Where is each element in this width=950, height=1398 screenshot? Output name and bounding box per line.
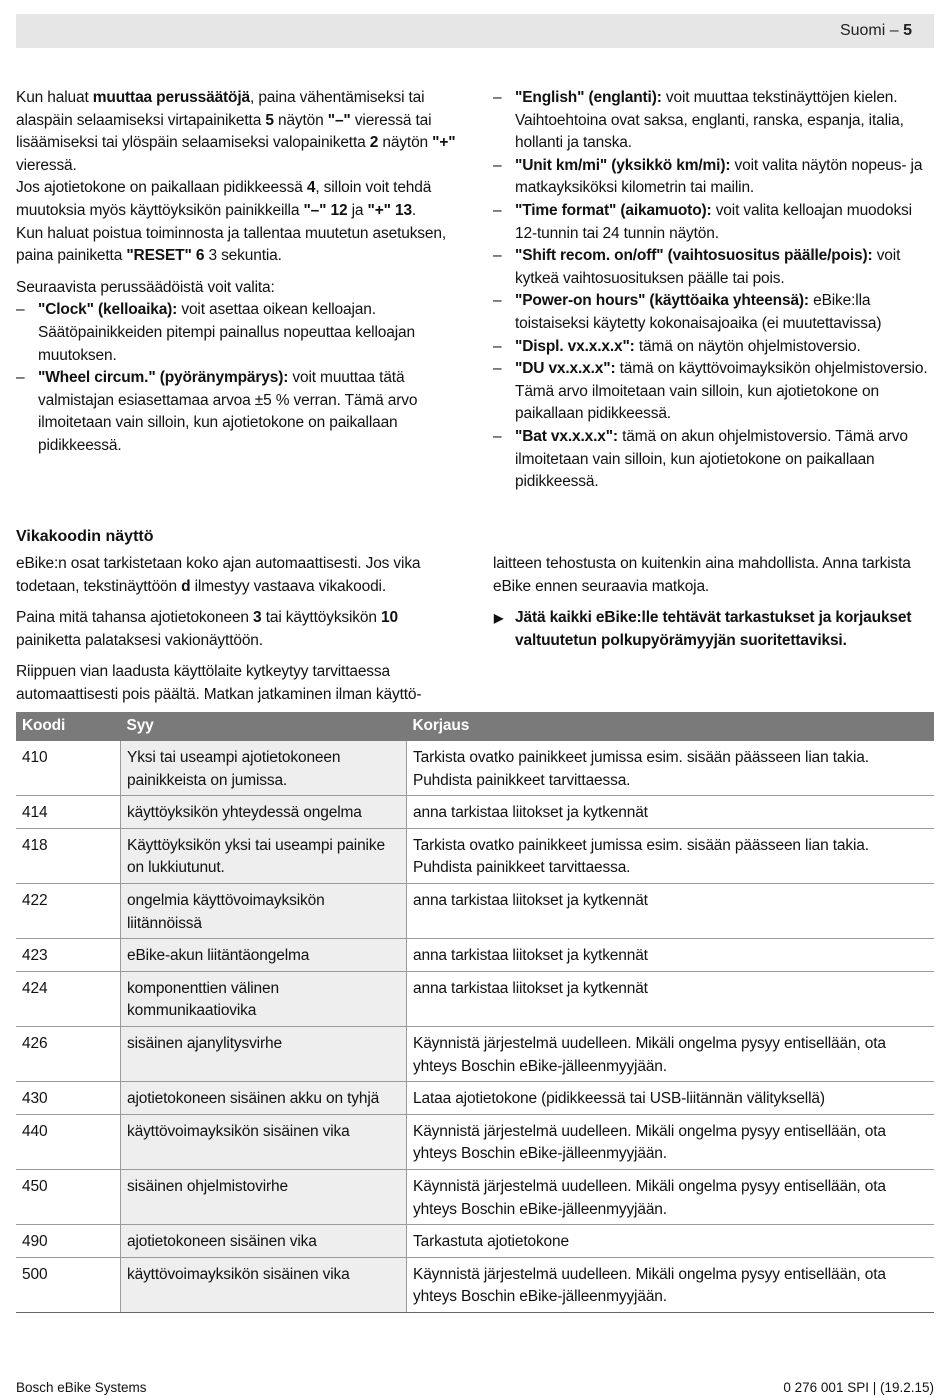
text-run: Kun haluat — [16, 89, 93, 106]
cell-cause: eBike-akun liitäntäongelma — [121, 939, 407, 972]
text-run: 3 sekuntia. — [204, 247, 282, 265]
bold-text: "–" — [327, 111, 351, 129]
list-item-text — [515, 428, 908, 490]
settings-list — [493, 87, 937, 494]
header-code: Koodi — [16, 712, 121, 741]
bold-text: "Wheel circum." (pyöränympärys): — [38, 369, 289, 387]
list-item — [493, 200, 937, 245]
paragraph: laitteen tehostusta on kuitenkin aina mahdollista. Anna tarkista eBike ennen seuraavia matkoja. — [493, 555, 911, 595]
instruction-text: Jätä kaikki eBike:lle tehtävät tarkastukset ja korjaukset valtuutetun polkupyörämyyjän suoritettaviksi. — [515, 609, 912, 649]
list-item-text — [515, 292, 881, 332]
table-row — [16, 971, 934, 1026]
cell-code: 418 — [16, 828, 121, 883]
dash-bullet: – — [493, 156, 502, 174]
footer-doc-number: 0 276 001 SPI | (19.2.15) — [783, 1380, 934, 1395]
text-run: tämä on akun ohjelmistoversio. Tämä arvo ilmoitetaan vain silloin, kun ajotietokone on paikallaan pidikkeessä. — [515, 427, 908, 491]
text-run: voit valita näytön nopeus- ja matkayksiköksi kilometrin tai mailin. — [515, 156, 923, 197]
bold-text: "Time format" (aikamuoto): — [515, 201, 712, 219]
text-run: voit muuttaa tätä valmistajan esiasettamaa arvoa ±5 % verran. Tämä arvo ilmoitetaan vain silloin, kun ajotietokone on paikallaan pidikkeessä. — [38, 369, 418, 454]
list-item — [493, 87, 937, 155]
dash-bullet: – — [493, 89, 502, 106]
text-run: tämä on käyttövoimayksikön ohjelmistoversio. Tämä arvo ilmoitetaan vain silloin, kun ajotietokone on paikallaan pidikkeessä. — [515, 360, 928, 423]
list-item-text — [38, 301, 415, 363]
bold-text: 3 — [253, 609, 262, 627]
bold-text: 2 — [369, 134, 379, 152]
page-label — [840, 22, 912, 40]
text-run: voit kytkeä vaihtosuosituksen päälle tai pois. — [515, 247, 901, 287]
cell-cause: ongelmia käyttövoimayksikön liitännöissä — [121, 883, 407, 938]
list-item-text — [38, 369, 417, 454]
table-row — [16, 1257, 934, 1312]
bold-text: "–" 12 — [303, 201, 348, 219]
list-item — [493, 245, 937, 290]
cell-cause: sisäinen ajanylitysvirhe — [121, 1026, 407, 1081]
bold-text: "RESET" 6 — [126, 247, 205, 265]
paragraph — [16, 607, 461, 652]
cell-code: 430 — [16, 1082, 121, 1115]
table-row — [16, 1225, 934, 1258]
instruction — [493, 607, 937, 652]
bold-text: "+" — [432, 134, 456, 152]
paragraph — [16, 177, 461, 222]
cell-cause: käyttövoimayksikön sisäinen vika — [121, 1257, 407, 1312]
bold-text: 5 — [265, 111, 274, 129]
dash-bullet: – — [16, 369, 25, 387]
list-item — [493, 358, 937, 426]
cell-fix: Lataa ajotietokone (pidikkeessä tai USB-liitännän välityksellä) — [407, 1082, 935, 1115]
cell-code: 426 — [16, 1026, 121, 1081]
list-item — [493, 426, 937, 494]
bold-text: "Clock" (kelloaika): — [38, 301, 178, 319]
dash-bullet: – — [493, 201, 502, 219]
cell-cause: komponenttien välinen kommunikaatiovika — [121, 971, 407, 1026]
list-item — [493, 290, 937, 335]
text-run: Paina mitä tahansa ajotietokoneen — [16, 609, 254, 627]
cell-cause: Yksi tai useampi ajotietokoneen painikkeista on jumissa. — [121, 741, 407, 796]
settings-list — [16, 299, 461, 457]
separator: – — [885, 22, 904, 39]
triangle-right-icon: ▶ — [494, 611, 504, 626]
bold-text: "+" 13 — [367, 201, 412, 219]
cell-code: 410 — [16, 741, 121, 796]
cell-code: 440 — [16, 1114, 121, 1169]
table-row — [16, 1114, 934, 1169]
bold-text: 10 — [381, 609, 398, 627]
header-fix: Korjaus — [407, 712, 935, 741]
bold-text: muuttaa perussäätöjä — [92, 89, 250, 106]
table-row — [16, 828, 934, 883]
table-row — [16, 1169, 934, 1224]
dash-bullet: – — [16, 301, 25, 319]
cell-code: 450 — [16, 1169, 121, 1224]
text-run: . — [411, 201, 417, 219]
list-item-text — [515, 157, 922, 197]
text-run: eBike:lla toistaiseksi käytetty kokonaisajoaika (ei muutettavissa) — [515, 292, 882, 332]
list-item — [16, 299, 461, 367]
table-row — [16, 939, 934, 972]
dash-bullet: – — [493, 360, 502, 378]
cell-cause: Käyttöyksikön yksi tai useampi painike on lukkiutunut. — [121, 828, 407, 883]
cell-cause: ajotietokoneen sisäinen vika — [121, 1225, 407, 1258]
text-run: eBike:n osat tarkistetaan koko ajan automaattisesti. Jos vika todetaan, tekstinäyttöön — [16, 555, 421, 595]
cell-fix: anna tarkistaa liitokset ja kytkennät — [407, 796, 935, 829]
list-item-text — [515, 338, 861, 355]
list-item — [16, 367, 461, 457]
cell-cause: ajotietokoneen sisäinen akku on tyhjä — [121, 1082, 407, 1115]
cell-fix: Käynnistä järjestelmä uudelleen. Mikäli ongelma pysyy entisellään, ota yhteys Boschin eBike-jälleenmyyjään. — [407, 1114, 935, 1169]
list-item-text — [515, 360, 927, 422]
page-number: 5 — [903, 22, 912, 39]
text-run: näytön — [273, 111, 328, 129]
header-cause: Syy — [121, 712, 407, 741]
text-run: vieressä tai lisäämiseksi tai ylöspäin selaamiseksi valopainiketta — [16, 111, 432, 152]
table-row — [16, 883, 934, 938]
table-body — [16, 741, 934, 1312]
error-text-left — [16, 553, 461, 707]
cell-code: 414 — [16, 796, 121, 829]
dash-bullet: – — [493, 427, 502, 445]
paragraph — [16, 553, 461, 598]
cell-code: 422 — [16, 883, 121, 938]
table-row — [16, 796, 934, 829]
cell-fix: Tarkista ovatko painikkeet jumissa esim. sisään päässeen lian takia. Puhdista painikkeet tarvittaessa. — [407, 741, 935, 796]
bold-text: "Shift recom. on/off" (vaihtosuositus päälle/pois): — [515, 247, 873, 265]
cell-fix: anna tarkistaa liitokset ja kytkennät — [407, 971, 935, 1026]
cell-fix: anna tarkistaa liitokset ja kytkennät — [407, 939, 935, 972]
error-code-table — [16, 712, 934, 1313]
text-run: Jos ajotietokone on paikallaan pidikkeessä — [16, 179, 307, 197]
cell-code: 490 — [16, 1225, 121, 1258]
paragraph: Riippuen vian laadusta käyttölaite kytkeytyy tarvittaessa automaattisesti pois päältä. Matkan jatkaminen ilman käyttö- — [16, 663, 422, 703]
error-text-right — [493, 553, 937, 652]
text-run: , silloin voit tehdä muutoksia myös käyttöyksikön painikkeilla — [16, 179, 432, 219]
cell-fix: anna tarkistaa liitokset ja kytkennät — [407, 883, 935, 938]
text-run: voit muuttaa tekstinäyttöjen kielen. Vaihtoehtoina ovat saksa, englanti, ranska, espanja, italia, hollanti ja tanska. — [515, 89, 904, 152]
cell-fix: Käynnistä järjestelmä uudelleen. Mikäli ongelma pysyy entisellään, ota yhteys Boschin eBike-jälleenmyyjään. — [407, 1257, 935, 1312]
list-item-text — [515, 202, 912, 242]
footer-brand: Bosch eBike Systems — [16, 1380, 147, 1395]
cell-cause: käyttövoimayksikön sisäinen vika — [121, 1114, 407, 1169]
text-run: vieressä. — [16, 156, 77, 174]
text-run: voit asettaa oikean kelloajan. Säätöpainikkeiden pitempi painallus nopeuttaa kelloajan muutoksen. — [38, 301, 415, 364]
section-name: Suomi — [839, 22, 886, 39]
table-header-row — [16, 712, 934, 741]
text-run: voit valita kelloajan muodoksi 12-tunnin tai 24 tunnin näytön. — [515, 201, 912, 242]
page-header — [16, 14, 934, 48]
text-run: tämä on näytön ohjelmistoversio. — [634, 337, 861, 355]
cell-cause: sisäinen ohjelmistovirhe — [121, 1169, 407, 1224]
right-column — [493, 87, 937, 494]
table-row — [16, 1026, 934, 1081]
cell-cause: käyttöyksikön yhteydessä ongelma — [121, 796, 407, 829]
bold-text: "DU vx.x.x.x": — [515, 360, 616, 378]
text-run: ja — [347, 201, 368, 219]
bold-text: "Displ. vx.x.x.x": — [515, 337, 635, 355]
cell-fix: Tarkista ovatko painikkeet jumissa esim. sisään päässeen lian takia. Puhdista painikkeet tarvittaessa. — [407, 828, 935, 883]
bold-text: "Unit km/mi" (yksikkö km/mi): — [515, 156, 731, 174]
cell-fix: Käynnistä järjestelmä uudelleen. Mikäli ongelma pysyy entisellään, ota yhteys Boschin eBike-jälleenmyyjään. — [407, 1026, 935, 1081]
cell-fix: Käynnistä järjestelmä uudelleen. Mikäli ongelma pysyy entisellään, ota yhteys Boschin eBike-jälleenmyyjään. — [407, 1169, 935, 1224]
list-item — [493, 155, 937, 200]
text-run: Kun haluat poistua toiminnosta ja tallentaa muutetun asetuksen, paina painiketta — [16, 224, 447, 265]
list-item-text — [515, 89, 904, 151]
dash-bullet: – — [493, 247, 502, 265]
text-run: , paina vähentämiseksi tai alaspäin selaamiseksi virtapainiketta — [16, 89, 425, 129]
table-row — [16, 741, 934, 796]
list-item — [493, 336, 937, 359]
cell-code: 423 — [16, 939, 121, 972]
text-run: painiketta palataksesi vakionäyttöön. — [16, 631, 263, 649]
bold-text: "Bat vx.x.x.x": — [515, 427, 618, 445]
dash-bullet: – — [493, 337, 502, 355]
paragraph — [16, 87, 461, 177]
bold-text: 4 — [306, 179, 316, 197]
list-item-text — [515, 247, 900, 287]
left-column — [16, 87, 461, 458]
table-row — [16, 1082, 934, 1115]
dash-bullet: – — [493, 292, 502, 310]
paragraph — [16, 223, 461, 268]
cell-fix: Tarkastuta ajotietokone — [407, 1225, 935, 1258]
cell-code: 500 — [16, 1257, 121, 1312]
text-run: näytön — [378, 134, 433, 152]
bold-text: "Power-on hours" (käyttöaika yhteensä): — [515, 292, 809, 310]
text-run: tai käyttöyksikön — [261, 609, 382, 627]
bold-text: d — [181, 577, 191, 595]
cell-code: 424 — [16, 971, 121, 1026]
bold-text: "English" (englanti): — [515, 89, 662, 106]
paragraph: Seuraavista perussäädöistä voit valita: — [16, 278, 275, 296]
text-run: ilmestyy vastaava vikakoodi. — [190, 577, 386, 595]
section-title: Vikakoodin näyttö — [16, 528, 154, 545]
